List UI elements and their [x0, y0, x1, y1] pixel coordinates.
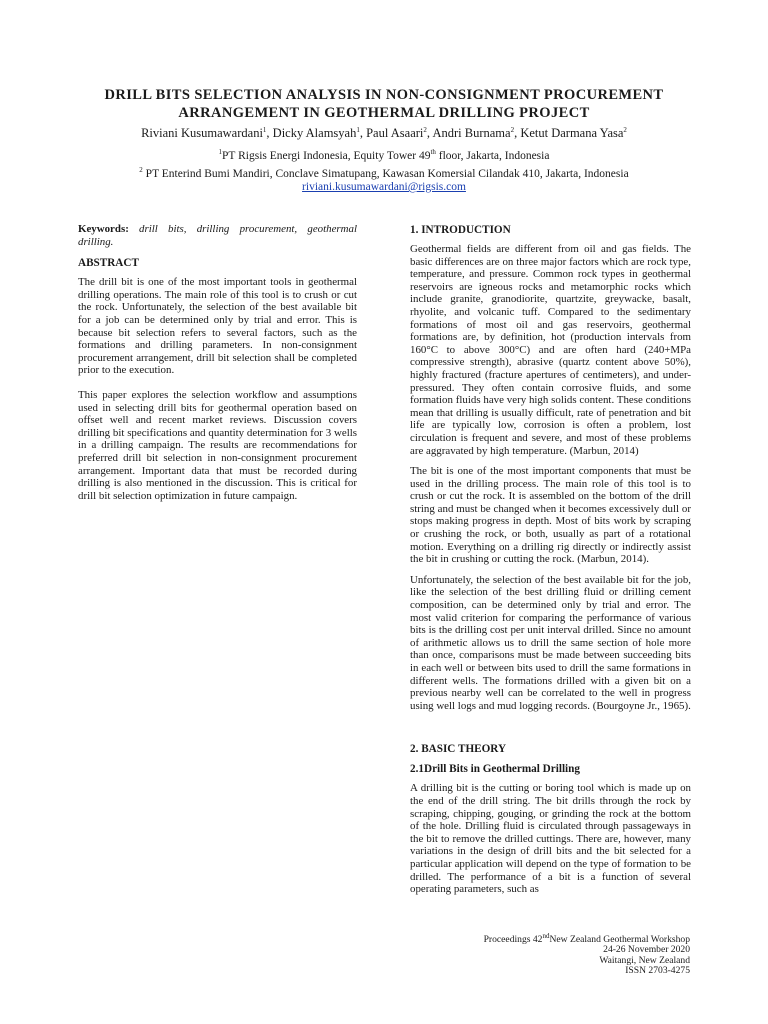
footer-date: 24-26 November 2020 — [603, 944, 690, 956]
proceedings-footer — [483, 931, 690, 977]
affiliation-text: floor, Jakarta, Indonesia — [435, 150, 550, 162]
author-name: Dicky Alamsyah — [272, 126, 357, 140]
footer-issn: ISSN 2703-4275 — [625, 965, 690, 977]
affiliation-mark: 2 — [139, 166, 143, 175]
affiliation-mark: 1 — [218, 148, 223, 157]
introduction-paragraph-1: Geothermal fields are different from oil and gas fields. The basic differences are on three major factors which are rock type, temperature, and pressure. Common rock types in geothermal reservoirs are igneous rocks and metamorphic rocks which include granite, granodiorite, quartzite, greywacke, basalt, rhyolite, and volcanic tuff. Compared to the sedimentary formations of most oil and gas reservoirs, geothermal formations are, by definition, hot (production intervals from 160°C to above 300°C) and are often hard (240+MPa compressive strength), abrasive (quartz content above 50%), highly fractured (fracture apertures of centimeters), and under-pressured. They often contain corrosive fluids, and some formation fluids have very high solids content. These conditions mean that drilling is usually difficult, rate of penetration and bit life are typically low, corrosion is often a problem, lost circulation is frequent and severe, and most of these problems are aggravated by high temperature. (Marbun, 2014) — [410, 243, 691, 457]
author-affiliation-mark: 1 — [356, 125, 360, 134]
author-affiliation-mark: 2 — [423, 125, 427, 134]
affiliation-text: PT Enterind Bumi Mandiri, Conclave Simatupang, Kawasan Komersial Cilandak 410, Jakarta, Indonesia — [142, 168, 629, 180]
affiliation-2 — [40, 167, 728, 181]
author-list: Riviani Kusumawardani$^1$, Dicky Alamsyah$^1$, Paul Asaari$^2$, Andri Burnama$^2$, Ketut Darmana Yasa$^2$ — [141, 125, 627, 140]
keywords-label: Keywords: — [78, 223, 129, 235]
author-name: Paul Asaari — [366, 126, 424, 140]
introduction-heading: 1. INTRODUCTION — [410, 224, 511, 236]
footer-location: Waitangi, New Zealand — [599, 954, 690, 966]
email-link[interactable]: riviani.kusumawardani@rigsis.com — [302, 181, 466, 193]
left-column — [78, 223, 357, 510]
author-name: Ketut Darmana Yasa — [520, 126, 624, 140]
abstract-heading: ABSTRACT — [78, 257, 139, 270]
author-affiliation-mark: 1 — [262, 125, 267, 134]
section-spacer — [410, 720, 691, 742]
author-name: Andri Burnama — [432, 126, 511, 140]
footer-sup: nd — [542, 931, 550, 940]
right-column — [410, 223, 691, 904]
contact-email — [40, 180, 728, 194]
basic-theory-paragraph-1: A drilling bit is the cutting or boring tool which is made up on the end of the drill string. The bit drills through the rock by scraping, chipping, gouging, or grinding the rock at the bottom of the hole. Drilling fluid is circulated through passageways in the bit to remove the drilled cuttings. There are, however, many variations in the design of drill bits and the bit selected for a particular application will depend on the type of formation to be drilled. The performance of a bit is a function of several operating parameters, such as — [410, 782, 691, 896]
keywords-text: drill bits, drilling procurement, geothermal drilling. — [78, 223, 357, 248]
basic-theory-heading: 2. BASIC THEORY — [410, 743, 507, 756]
title-line-2: ARRANGEMENT IN GEOTHERMAL DRILLING PROJECT — [178, 105, 590, 121]
footer-text: Proceedings 42 — [483, 934, 543, 945]
affiliation-1 — [40, 149, 728, 163]
author-affiliation-mark: 2 — [623, 125, 627, 134]
title-line-1: DRILL BITS SELECTION ANALYSIS IN NON-CONSIGNMENT PROCUREMENT — [104, 87, 664, 103]
author-name: Riviani Kusumawardani — [141, 126, 263, 140]
keywords — [78, 223, 357, 248]
abstract-paragraph-2: This paper explores the selection workflow and assumptions used in selecting drill bits for geothermal operation based on offset well and recent market reviews. Discussion covers drilling bit specifications and quantity determination for 3 wells in a drilling campaign. The results are recommendations for preferred drill bit selection in non-consignment procurement arrangement. Important data that must be recorded during drilling is also mentioned in the discussion. This is critical for drill bit selection optimization in future campaign. — [78, 388, 357, 502]
introduction-paragraph-2: The bit is one of the most important components that must be used in the drilling process. The main role of this tool is to crush or cut the rock. It is assembled on the bottom of the drill string and must be changed when it becomes excessively dull or stops making progress in depth. Most of bits work by scraping or crushing the rock, or both, usually as part of a rotational motion. Everything on a drilling rig directly or indirectly assist the bit in crushing or cutting the rock. (Marbun, 2014). — [410, 465, 691, 566]
author-affiliation-mark: 2 — [510, 125, 515, 134]
affiliation-sup: th — [430, 148, 436, 157]
paper-title — [60, 86, 708, 122]
drill-bits-subheading: 2.1Drill Bits in Geothermal Drilling — [410, 763, 580, 776]
affiliation-text: PT Rigsis Energi Indonesia, Equity Tower 49 — [222, 150, 431, 162]
abstract-paragraph-1: The drill bit is one of the most important tools in geothermal drilling operations. The main role of this tool is to crush or cut the rock. Unfortunately, the selection of the best available bit for a job can be determined only by trial and error. This is because bit selection refers to several factors, such as the formations and drilling parameters. In non-consignment procurement arrangement, drill bit selection shall be completed prior to the execution. — [78, 276, 357, 377]
footer-text: New Zealand Geothermal Workshop — [549, 934, 690, 945]
introduction-paragraph-3: Unfortunately, the selection of the best available bit for the job, like the selection of the best drilling fluid or drilling cement composition, can be determined only by trial and error. The most valid criterion for comparing the performance of various bits is the drilling cost per unit interval drilled. Since no amount of arithmetic allows us to drill the same section of hole more than once, comparisons must be made between succeeding bits in each well or between bits used to drill the same formations in different wells. The formations drilled with a given bit on a previous nearby well can be correlated to the well in progress using well logs and mud logging records. (Bourgoyne Jr., 1965). — [410, 573, 691, 712]
